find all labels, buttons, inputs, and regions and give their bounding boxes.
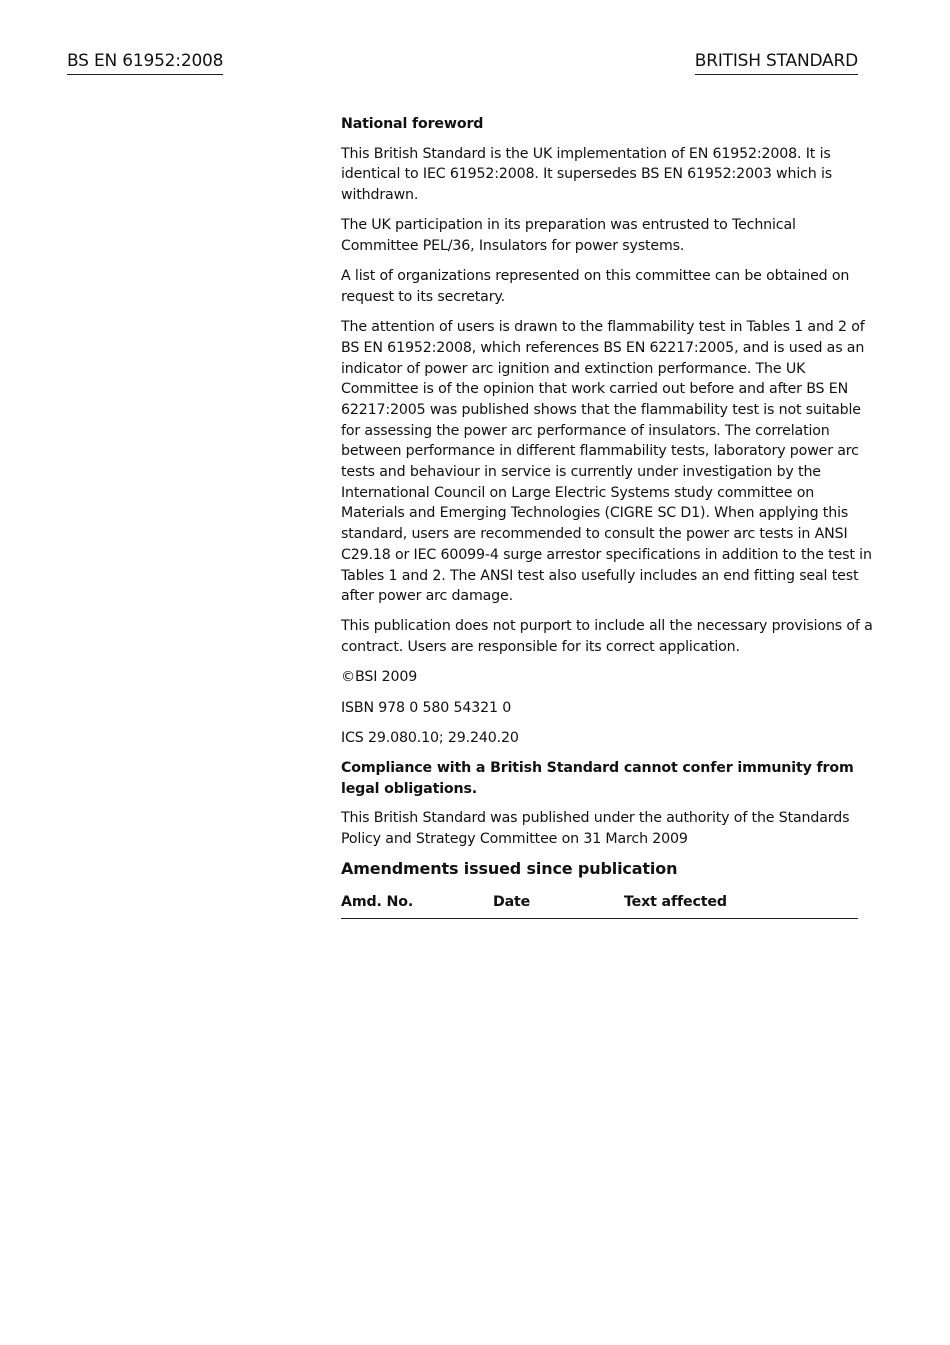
- document-number: BS EN 61952:2008: [67, 50, 223, 75]
- section-title: National foreword: [341, 116, 484, 132]
- isbn-number: ISBN 978 0 580 54321 0: [341, 699, 512, 716]
- national-foreword-section: [341, 114, 876, 919]
- column-header-date: Date: [493, 892, 624, 919]
- document-type: BRITISH STANDARD: [695, 50, 858, 75]
- foreword-paragraph-1: This British Standard is the UK implementation of EN 61952:2008. It is identical to IEC 61952:2008. It supersedes BS EN 61952:2003 which is withdrawn.: [341, 145, 833, 204]
- foreword-paragraph-2: The UK participation in its preparation was entrusted to Technical Committee PEL/36, Insulators for power systems.: [341, 217, 796, 255]
- amendments-header-row: [341, 892, 858, 919]
- column-header-amd-no: Amd. No.: [341, 892, 493, 919]
- foreword-paragraph-3: A list of organizations represented on this committee can be obtained on request to its secretary.: [341, 268, 850, 305]
- foreword-paragraph-5: This publication does not purport to include all the necessary provisions of a contract. Users are responsible for its correct application.: [341, 618, 873, 656]
- foreword-paragraph-4: The attention of users is drawn to the flammability test in Tables 1 and 2 of BS EN 61952:2008, which references BS EN 62217:2005, and is used as an indicator of power arc ignition and extinction performance. The UK Committee is of the opinion that work carried out before and after BS EN 62217:2005 was published shows that the flammability test is not suitable for assessing the power arc performance of insulators. The correlation between performance in different flammability tests, laboratory power arc tests and behaviour in service is currently under investigation by the International Council on Large Electric Systems study committee on Materials and Emerging Technologies (CIGRE SC D1). When applying this standard, users are recommended to consult the power arc tests in ANSI C29.18 or IEC 60099-4 surge arrestor specifications in addition to the test in Tables 1 and 2. The ANSI test also usefully includes an end fitting seal test after power arc damage.: [341, 319, 872, 605]
- publication-statement: This British Standard was published under the authority of the Standards Policy and Strategy Committee on 31 March 2009: [341, 810, 850, 848]
- compliance-statement: Compliance with a British Standard cannot confer immunity from legal obligations.: [341, 759, 854, 797]
- amendments-table: [341, 892, 858, 919]
- copyright-notice: ©BSI 2009: [341, 669, 418, 686]
- column-header-text-affected: Text affected: [624, 892, 858, 919]
- amendments-title: Amendments issued since publication: [341, 859, 678, 879]
- ics-codes: ICS 29.080.10; 29.240.20: [341, 729, 519, 746]
